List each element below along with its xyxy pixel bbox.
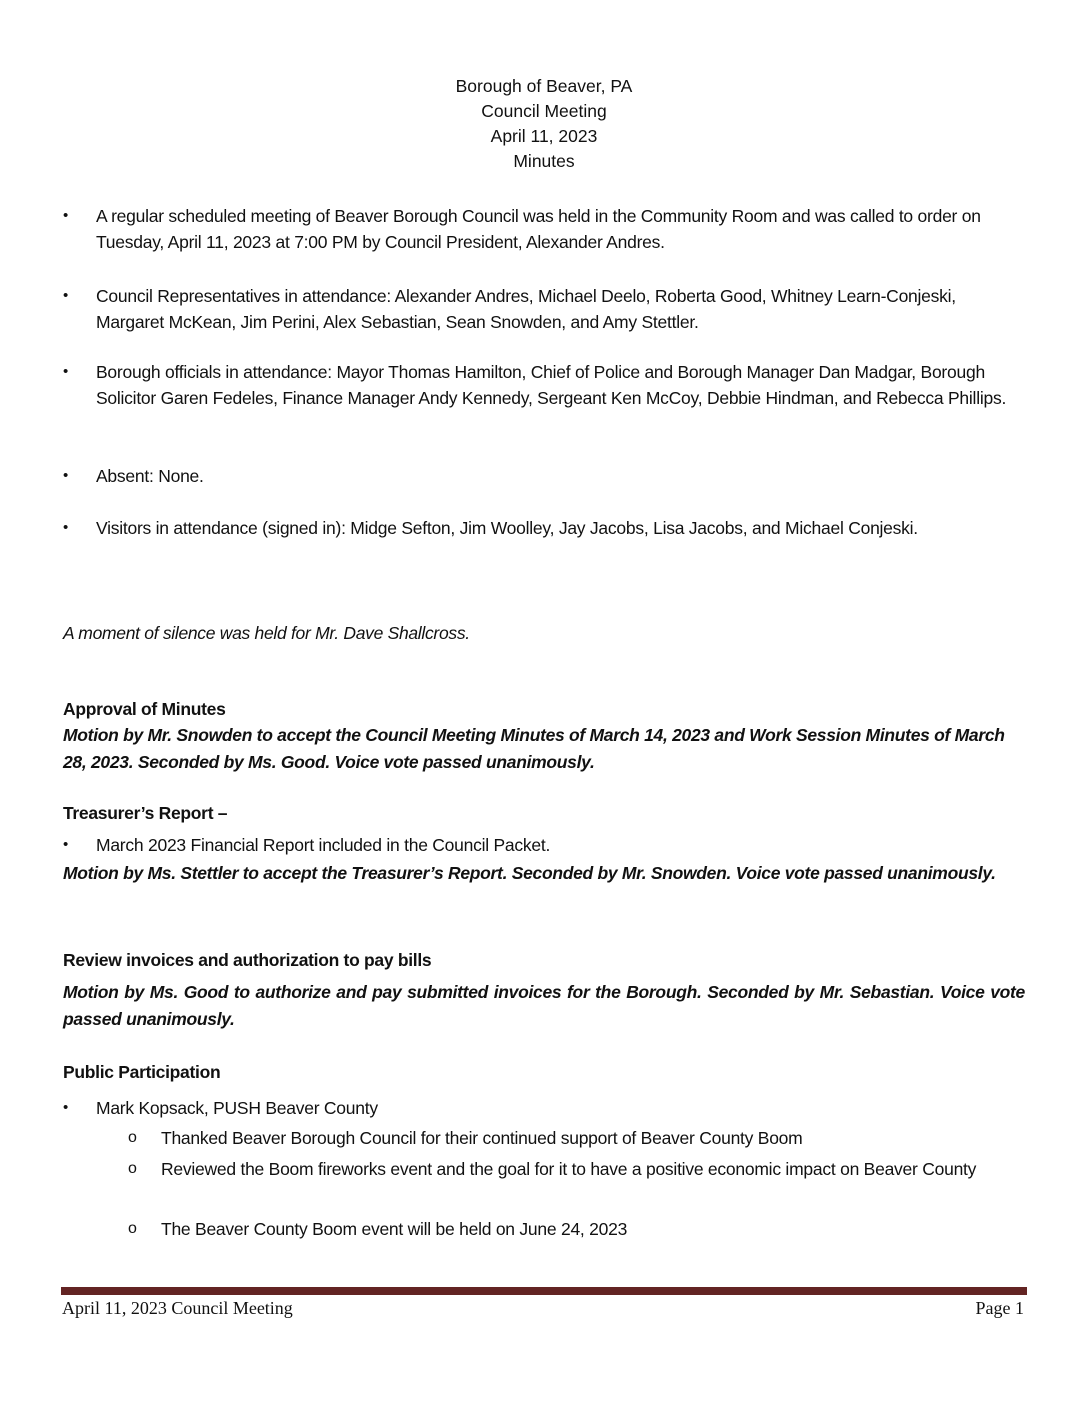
document-header bbox=[0, 74, 1088, 174]
treasurer-motion: Motion by Ms. Stettler to accept the Treasurer’s Report. Seconded by Mr. Snowden. Voice vote passed unanimously. bbox=[63, 863, 996, 883]
public-point-text: Reviewed the Boom fireworks event and the goal for it to have a positive economic impact on Beaver County bbox=[161, 1159, 977, 1179]
bullet-icon: • bbox=[63, 467, 69, 484]
footer-page-number: Page 1 bbox=[975, 1298, 1024, 1318]
public-point bbox=[128, 1214, 1008, 1244]
public-point-text: Thanked Beaver Borough Council for their continued support of Beaver County Boom bbox=[161, 1128, 803, 1148]
approval-heading: Approval of Minutes bbox=[63, 699, 226, 719]
attendance-item-council-reps bbox=[63, 283, 1023, 335]
council-reps-text: Council Representatives in attendance: Alexander Andres, Michael Deelo, Roberta Good, Whitney Learn-Conjeski, Margaret McKean, Jim Perini, Alex Sebastian, Sean Snowden, and Amy Stettler. bbox=[96, 286, 956, 332]
public-point bbox=[128, 1123, 1008, 1153]
header-org: Borough of Beaver, PA bbox=[455, 76, 633, 96]
circle-bullet-icon: o bbox=[128, 1220, 137, 1237]
bullet-icon: • bbox=[63, 287, 69, 304]
visitors-text: Visitors in attendance (signed in): Midge Sefton, Jim Woolley, Jay Jacobs, Lisa Jacobs, and Michael Conjeski. bbox=[96, 518, 918, 538]
public-point bbox=[128, 1154, 978, 1184]
footer-divider bbox=[61, 1287, 1027, 1295]
header-date: April 11, 2023 bbox=[490, 126, 598, 146]
treasurer-item-text: March 2023 Financial Report included in the Council Packet. bbox=[96, 835, 551, 855]
attendance-item-absent bbox=[63, 463, 1023, 489]
treasurer-heading: Treasurer’s Report – bbox=[63, 803, 228, 823]
moment-of-silence: A moment of silence was held for Mr. Dave Shallcross. bbox=[63, 623, 470, 643]
footer-meeting-label: April 11, 2023 Council Meeting bbox=[62, 1298, 293, 1318]
public-speaker-text: Mark Kopsack, PUSH Beaver County bbox=[96, 1098, 378, 1118]
approval-motion: Motion by Mr. Snowden to accept the Council Meeting Minutes of March 14, 2023 and Work Session Minutes of March 28, 2023. Seconded by Ms. Good. Voice vote passed unanimously. bbox=[63, 725, 1005, 772]
bullet-icon: • bbox=[63, 836, 69, 853]
invoices-motion: Motion by Ms. Good to authorize and pay submitted invoices for the Borough. Seconded by Mr. Sebastian. Voice vote passed unanimously. bbox=[63, 982, 1025, 1029]
bullet-icon: • bbox=[63, 1099, 69, 1116]
bullet-icon: • bbox=[63, 519, 69, 536]
invoices-heading: Review invoices and authorization to pay bills bbox=[63, 950, 432, 970]
treasurer-item bbox=[63, 832, 1023, 858]
public-point-text: The Beaver County Boom event will be held on June 24, 2023 bbox=[161, 1219, 628, 1239]
circle-bullet-icon: o bbox=[128, 1160, 137, 1177]
bullet-icon: • bbox=[63, 363, 69, 380]
officials-text: Borough officials in attendance: Mayor Thomas Hamilton, Chief of Police and Borough Manager Dan Madgar, Borough Solicitor Garen Fedeles, Finance Manager Andy Kennedy, Sergeant Ken McCoy, Debbie Hindman, and Rebecca Phillips. bbox=[96, 362, 1007, 408]
attendance-item-officials bbox=[63, 359, 1023, 411]
bullet-icon: • bbox=[63, 207, 69, 224]
attendance-item-visitors bbox=[63, 515, 1023, 541]
call-to-order-text: A regular scheduled meeting of Beaver Borough Council was held in the Community Room and was called to order on Tuesday, April 11, 2023 at 7:00 PM by Council President, Alexander Andres. bbox=[96, 206, 981, 252]
header-doc-type: Minutes bbox=[513, 151, 575, 171]
public-heading: Public Participation bbox=[63, 1062, 221, 1082]
header-meeting: Council Meeting bbox=[481, 101, 607, 121]
attendance-item-call-to-order bbox=[63, 203, 1023, 255]
absent-text: Absent: None. bbox=[96, 466, 204, 486]
public-speaker bbox=[63, 1095, 1023, 1121]
circle-bullet-icon: o bbox=[128, 1129, 137, 1146]
